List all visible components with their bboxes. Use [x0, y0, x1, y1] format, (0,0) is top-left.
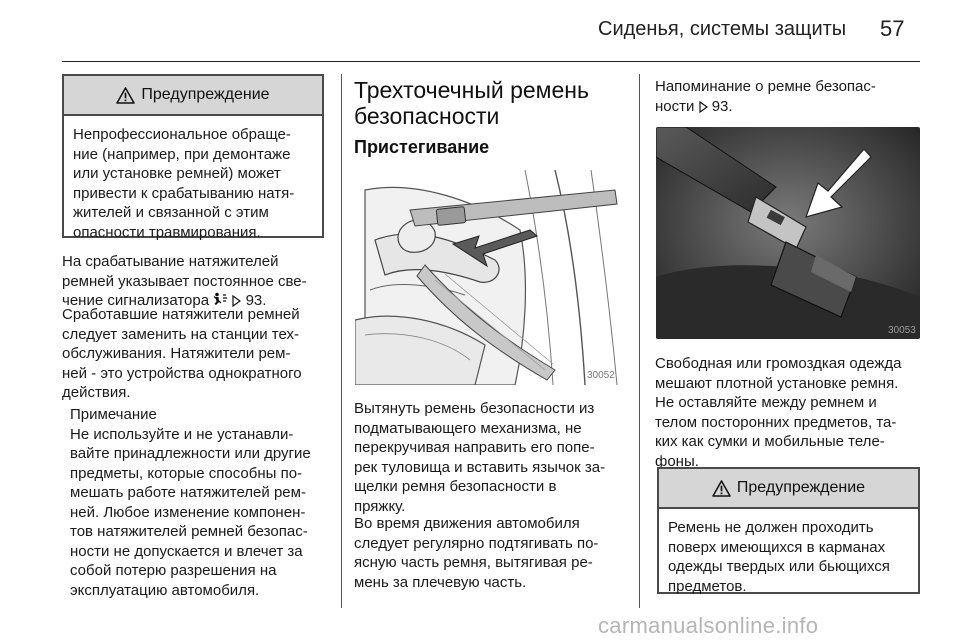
- paragraph-clothing: Свободная или громоздкая одежда мешают плотной установке ремня. Не оставляйте между ремнем и телом посторонних предметов, та- ких как сумки и мобильные теле- фоны.: [655, 355, 902, 470]
- paragraph-tightening: Во время движения автомобиля следует регулярно подтягивать по- ясную часть ремня, вытягивая ре- мень за плечевую часть.: [354, 515, 599, 591]
- warning-title: Предупреждение: [141, 86, 270, 103]
- illustration-fastening-belt: [355, 170, 625, 385]
- page-reference-icon: [699, 101, 708, 113]
- column-divider: [639, 74, 640, 608]
- figure-number: 30053: [888, 325, 916, 336]
- note-title: Примечание: [70, 406, 157, 423]
- warning-text: Непрофессиональное обраще- ние (например, при демонтаже или установке ремней) может привести к срабатыванию натя- жителей и связанной с этим опасности травмирования.: [73, 126, 295, 241]
- section-title: Сиденья, системы защиты: [598, 18, 847, 40]
- header-rule: [62, 61, 920, 62]
- warning-header: [659, 469, 918, 509]
- paragraph-reminder: Напоминание о ремне безопас- ности 93.: [655, 78, 876, 115]
- paragraph-fastening: Вытянуть ремень безопасности из подматывающего механизма, не перекручивая направить его попе- рек туловища и вставить язычок за- щелки ремня безопасности в пряжку.: [354, 400, 606, 515]
- warning-header: [64, 76, 322, 116]
- warning-title: Предупреждение: [736, 479, 866, 496]
- fastening-belt-drawing: [355, 170, 625, 385]
- watermark: carmanualsonline.info: [598, 613, 819, 638]
- page-number: 57: [880, 16, 905, 41]
- warning-text: Ремень не должен проходить поверх имеющихся в карманах одежды твердых или бьющихся предметов.: [668, 519, 890, 595]
- subheading-fastening: Пристегивание: [354, 137, 490, 157]
- column-divider: [341, 74, 342, 608]
- section-heading: Трехточечный ремень безопасности: [354, 77, 589, 129]
- figure-number: 30052: [587, 370, 615, 381]
- warning-box: [62, 74, 324, 241]
- warning-box: [657, 467, 920, 594]
- paragraph-pretensioner-indicator: На срабатывание натяжителей ремней указывает постоянное све- чение сигнализатора 93.: [62, 253, 307, 309]
- warning-triangle-icon: [116, 87, 135, 104]
- buckle-photo-drawing: [656, 127, 920, 339]
- illustration-buckle-photo: [656, 127, 920, 339]
- note-block: Примечание Не используйте и не устанавли- вайте принадлежности или другие предметы, которые способны по- мешать работе натяжителей рем- ней. Любое изменение компонен- тов натяжителей ремней безопас- ности не допускается и влечет за собой потерю разрешения на эксплуатацию автомобиля.: [70, 405, 338, 600]
- paragraph-pretensioner-replace: Сработавшие натяжители ремней следует заменить на станции тех- обслуживания. Натяжители рем- ней - это устройства однократного действия.: [62, 306, 302, 401]
- warning-triangle-icon: [712, 480, 731, 497]
